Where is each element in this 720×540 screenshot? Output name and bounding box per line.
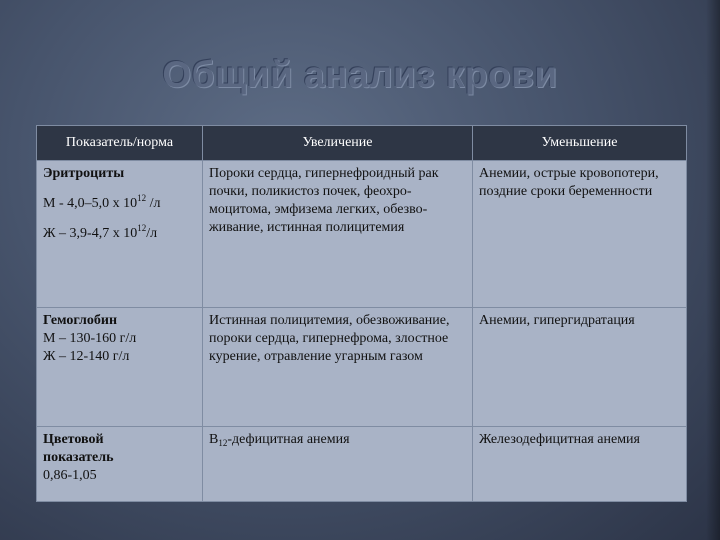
norm-male: М - 4,0–5,0 х $10^{12}$ /л [43, 193, 161, 211]
increase-cell: Истинная полицитемия, обезвоживание, пороки сердца, гипернефрома, злостное курение, отравление угарным газом [203, 308, 473, 427]
indicator-cell [37, 161, 203, 308]
header-decrease: Уменьшение [473, 126, 687, 161]
indicator-name-line2: показатель [43, 450, 114, 465]
decrease-cell: Железодефицитная анемия [473, 427, 687, 502]
increase-cell: Пороки сердца, гипернефроидный рак почки, поликистоз почек, феохро-моцитома, эмфизема легких, обезво-живание, истинная полицитемия [203, 161, 473, 308]
indicator-name: Эритроциты [43, 166, 125, 181]
table-row [37, 308, 687, 427]
slide-title: Общий анализ крови [162, 54, 558, 95]
table-header-row [37, 126, 687, 161]
indicator-cell [37, 427, 203, 502]
norm-female: Ж – 3,9-4,7 х $10^{12}/л$ [43, 223, 158, 241]
decrease-cell: Анемии, гипергидратация [473, 308, 687, 427]
decrease-cell: Анемии, острые кровопотери, поздние сроки беременности [473, 161, 687, 308]
increase-cell: $В_{12}$-дефицитная анемия [203, 427, 473, 502]
table-row [37, 161, 687, 308]
table-row [37, 427, 687, 502]
header-indicator: Показатель/норма [37, 126, 203, 161]
indicator-name-line1: Цветовой [43, 432, 104, 447]
indicator-cell [37, 308, 203, 427]
norm-value: 0,86-1,05 [43, 468, 97, 483]
blood-analysis-table [36, 125, 687, 502]
header-increase: Увеличение [203, 126, 473, 161]
norm-female: Ж – 12-140 г/л [43, 349, 130, 364]
norm-male: М – 130-160 г/л [43, 331, 137, 346]
indicator-name: Гемоглобин [43, 313, 118, 328]
